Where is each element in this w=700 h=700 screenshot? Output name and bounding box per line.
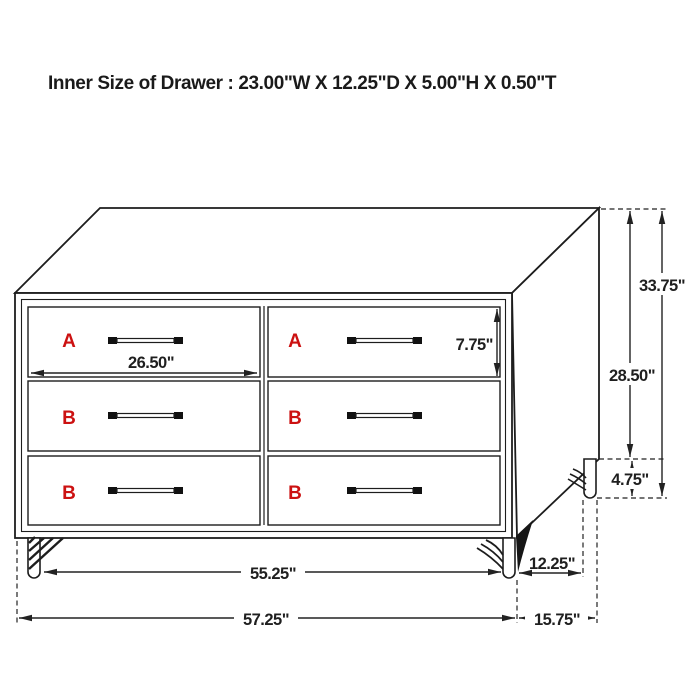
dimension-leg-height: 4.75"	[611, 471, 649, 489]
cabinet-top-face	[15, 208, 599, 293]
drawer-label-middle-left: B	[62, 408, 76, 429]
dimension-inner-drawer-width: 26.50"	[127, 354, 175, 372]
dimension-total-depth: 15.75"	[533, 611, 581, 629]
diagram-title: Inner Size of Drawer : 23.00"W X 12.25"D X 5.00"H X 0.50"T	[48, 73, 557, 94]
dimension-body-height: 28.50"	[608, 367, 656, 385]
dresser-drawing	[15, 208, 599, 578]
drawer-label-bottom-left: B	[62, 483, 76, 504]
drawer-label-top-right: A	[288, 331, 302, 352]
drawer-label-top-left: A	[62, 331, 76, 352]
drawer-middle-right	[268, 381, 500, 451]
dimension-side-leg-span: 12.25"	[528, 555, 576, 573]
dimension-total-height: 33.75"	[638, 277, 686, 295]
drawer-label-middle-right: B	[288, 408, 302, 429]
dimension-front-leg-span: 55.25"	[249, 565, 297, 583]
drawer-bottom-right	[268, 456, 500, 525]
dimension-total-width: 57.25"	[242, 611, 290, 629]
drawer-label-bottom-right: B	[288, 483, 302, 504]
dimension-drawer-face-height: 7.75"	[455, 336, 493, 354]
